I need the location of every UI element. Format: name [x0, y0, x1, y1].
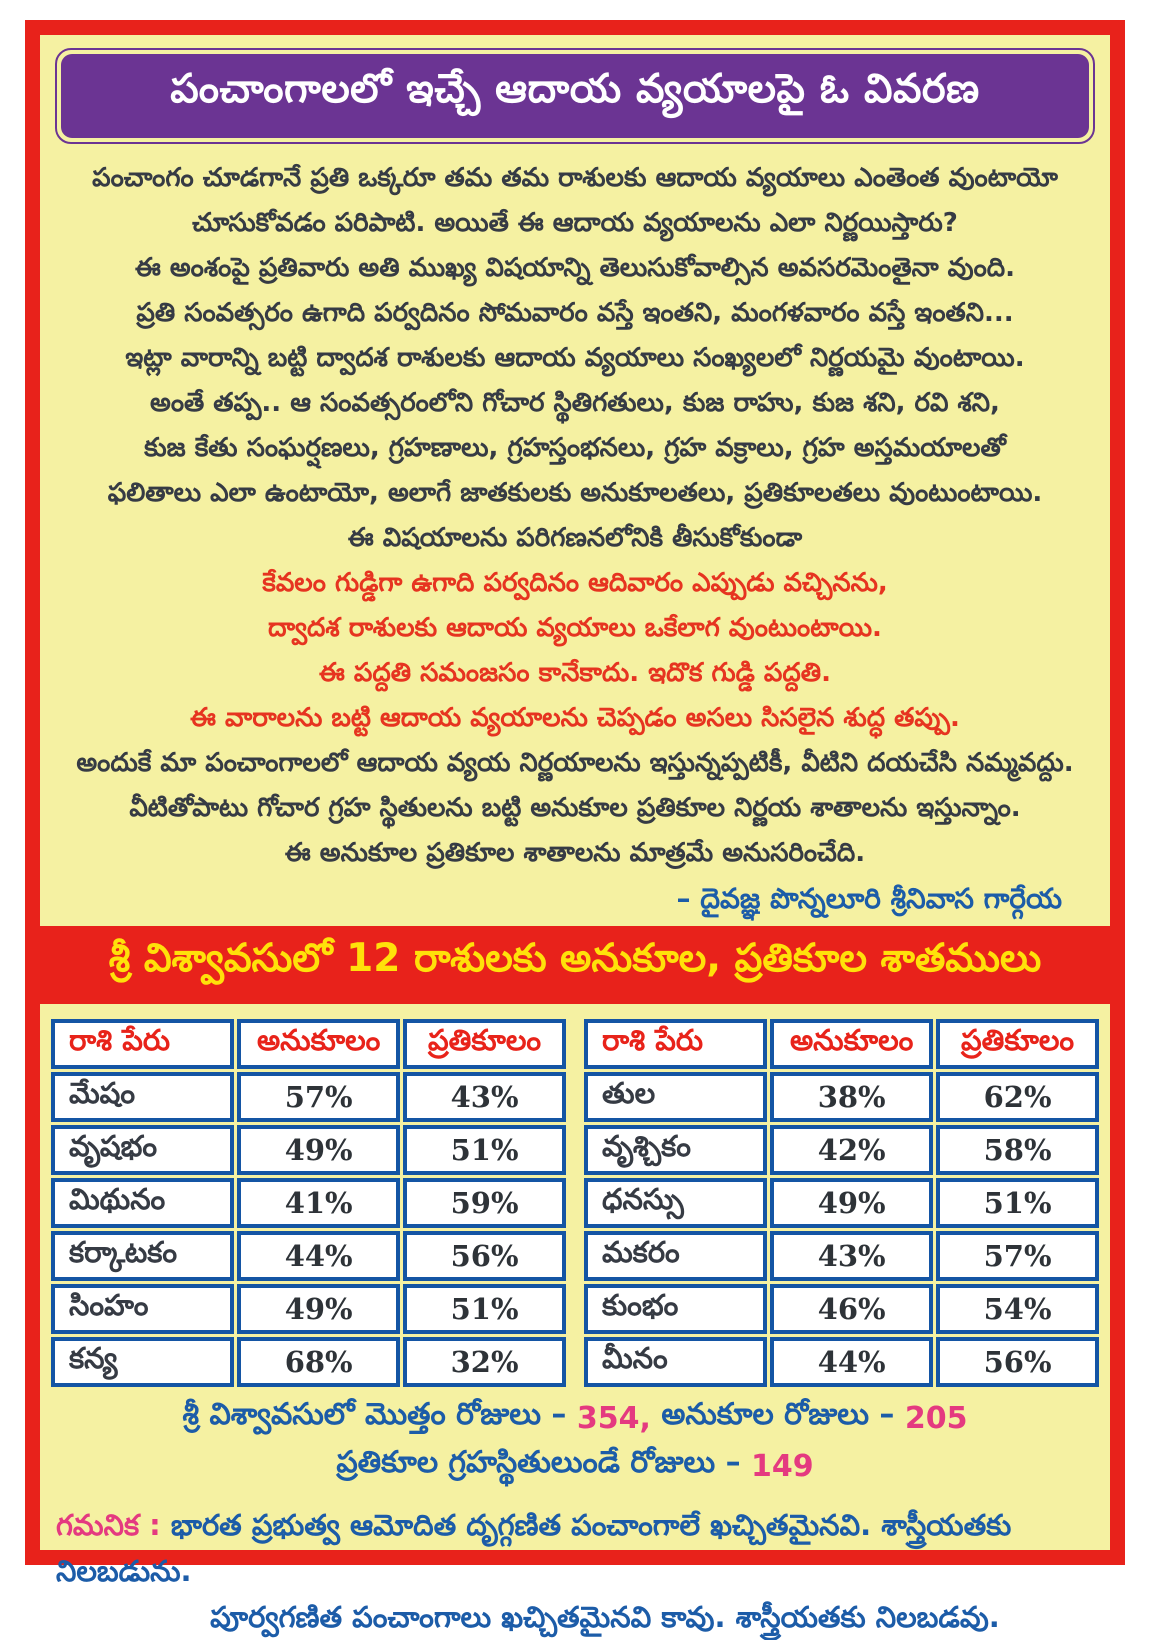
intro-line: ఫలితాలు ఎలా ఉంటాయో, అలాగే జాతకులకు అనుకూలతలు, ప్రతికూలతలు వుంటుంటాయి. [107, 477, 1043, 508]
rashi-name-cell: మకరం [584, 1231, 767, 1281]
summary-line-unfavorable [40, 1442, 1110, 1490]
rashi-name-cell: మీనం [584, 1337, 767, 1387]
intro-paragraph [40, 152, 1110, 926]
footnote [40, 1490, 1110, 1640]
unfavorable-cell: 51% [403, 1284, 566, 1334]
poster-frame [25, 20, 1125, 1634]
table-row [51, 1125, 566, 1175]
intro-line: కుజ కేతు సంఘర్షణలు, గ్రహణాలు, గ్రహస్తంభనలు, గ్రహ వక్రాలు, గ్రహ అస్తమయాలతో [144, 432, 1006, 463]
unfavorable-days-value: 149 [751, 1448, 814, 1484]
intro-line: ఇట్లా వారాన్ని బట్టి ద్వాదశ రాశులకు ఆదాయ వ్యయాలు సంఖ్యలలో నిర్ణయమై వుంటాయి. [125, 342, 1025, 373]
header-unfavorable: ప్రతికూలం [936, 1019, 1099, 1069]
intro-line: ఈ విషయాలను పరిగణనలోనికి తీసుకోకుండా [347, 522, 803, 553]
unfavorable-cell: 51% [936, 1178, 1099, 1228]
unfavorable-cell: 56% [936, 1337, 1099, 1387]
footnote-text-2: పూర్వగణిత పంచాంగాలు ఖచ్చితమైనవి కావు. శాస్త్రీయతకు నిలబడవు. [210, 1600, 1000, 1634]
rashi-name-cell: కుంభం [584, 1284, 767, 1334]
table-row [584, 1125, 1099, 1175]
favorable-cell: 49% [770, 1178, 933, 1228]
footnote-label: గమనిక : [56, 1508, 161, 1542]
intro-line: ఈ అంశంపై ప్రతివారు అతి ముఖ్య విషయాన్ని తెలుసుకోవాల్సిన అవసరమెంతైనా వుంది. [134, 252, 1016, 283]
title-banner [55, 48, 1095, 144]
rashi-name-cell: తుల [584, 1072, 767, 1122]
table-row [584, 1072, 1099, 1122]
rashi-name-cell: ధనస్సు [584, 1178, 767, 1228]
table-row [51, 1284, 566, 1334]
rashi-table-left [48, 1016, 569, 1390]
rashi-name-cell: మిథునం [51, 1178, 234, 1228]
header-favorable: అనుకూలం [237, 1019, 400, 1069]
favorable-cell: 43% [770, 1231, 933, 1281]
favorable-cell: 57% [237, 1072, 400, 1122]
unfavorable-cell: 43% [403, 1072, 566, 1122]
table-header-row [584, 1019, 1099, 1069]
total-days-value: 354, [576, 1400, 651, 1436]
rashi-name-cell: కర్కాటకం [51, 1231, 234, 1281]
rashi-name-cell: సింహం [51, 1284, 234, 1334]
title-banner-fill [61, 54, 1089, 138]
footnote-text-1: భారత ప్రభుత్వ ఆమోదిత దృగ్గణిత పంచాంగాలే ఖచ్చితమైనవి. శాస్త్రీయతకు నిలబడును. [56, 1508, 1012, 1588]
header-rashi-name: రాశి పేరు [584, 1019, 767, 1069]
summary-text: అనుకూల రోజులు – [650, 1397, 905, 1432]
table-header-row [51, 1019, 566, 1069]
summary-line-days [40, 1394, 1110, 1442]
page-title: పంచాంగాలలో ఇచ్చే ఆదాయ వ్యయాలపై ఓ వివరణ [170, 66, 980, 112]
unfavorable-cell: 57% [936, 1231, 1099, 1281]
footnote-line-1 [56, 1502, 1094, 1594]
unfavorable-cell: 59% [403, 1178, 566, 1228]
unfavorable-cell: 58% [936, 1125, 1099, 1175]
table-row [51, 1337, 566, 1387]
table-row [51, 1072, 566, 1122]
section-banner-title: శ్రీ విశ్వావసులో 12 రాశులకు అనుకూల, ప్రతికూల శాతములు [108, 936, 1042, 981]
header-favorable: అనుకూలం [770, 1019, 933, 1069]
favorable-cell: 46% [770, 1284, 933, 1334]
favorable-cell: 68% [237, 1337, 400, 1387]
intro-line: ఈ అనుకూల ప్రతికూల శాతాలను మాత్రమే అనుసరించేది. [284, 837, 866, 868]
summary-text: ప్రతికూల గ్రహస్థితులుండే రోజులు – [336, 1445, 752, 1480]
rashi-table-right [581, 1016, 1102, 1390]
table-row [584, 1284, 1099, 1334]
unfavorable-cell: 51% [403, 1125, 566, 1175]
table-row [584, 1178, 1099, 1228]
favorable-cell: 44% [237, 1231, 400, 1281]
intro-line: చూసుకోవడం పరిపాటి. అయితే ఈ ఆదాయ వ్యయాలను ఎలా నిర్ణయిస్తారు? [192, 207, 958, 238]
header-unfavorable: ప్రతికూలం [403, 1019, 566, 1069]
footnote-line-2 [56, 1594, 1094, 1640]
favorable-cell: 41% [237, 1178, 400, 1228]
header-rashi-name: రాశి పేరు [51, 1019, 234, 1069]
intro-line-warning: ద్వాదశ రాశులకు ఆదాయ వ్యయాలు ఒకేలాగ వుంటుంటాయి. [268, 612, 882, 643]
unfavorable-cell: 32% [403, 1337, 566, 1387]
rashi-name-cell: మేషం [51, 1072, 234, 1122]
table-row [51, 1231, 566, 1281]
unfavorable-cell: 54% [936, 1284, 1099, 1334]
favorable-cell: 49% [237, 1125, 400, 1175]
rashi-name-cell: వృశ్చికం [584, 1125, 767, 1175]
favorable-cell: 44% [770, 1337, 933, 1387]
intro-line: అంతే తప్ప.. ఆ సంవత్సరంలోని గోచార స్థితిగతులు, కుజ రాహు, కుజ శని, రవి శని, [150, 387, 1000, 418]
author-signature: – దైవజ్ఞ పొన్నలూరి శ్రీనివాస గార్గేయ [676, 882, 1062, 915]
summary-text: శ్రీ విశ్వావసులో మొత్తం రోజులు – [182, 1397, 577, 1432]
table-row [584, 1337, 1099, 1387]
rashi-name-cell: కన్య [51, 1337, 234, 1387]
intro-line-warning: కేవలం గుడ్డిగా ఉగాది పర్వదినం ఆదివారం ఎప్పుడు వచ్చినను, [262, 567, 888, 598]
unfavorable-cell: 56% [403, 1231, 566, 1281]
table-row [584, 1231, 1099, 1281]
section-banner [40, 926, 1110, 1004]
unfavorable-cell: 62% [936, 1072, 1099, 1122]
favorable-days-value: 205 [904, 1400, 968, 1436]
intro-line-warning: ఈ వారాలను బట్టి ఆదాయ వ్యయాలను చెప్పడం అసలు సిసలైన శుద్ధ తప్పు. [190, 702, 960, 733]
favorable-cell: 42% [770, 1125, 933, 1175]
rashi-name-cell: వృషభం [51, 1125, 234, 1175]
favorable-cell: 38% [770, 1072, 933, 1122]
rashi-tables [40, 1004, 1110, 1394]
intro-line-warning: ఈ పద్దతి సమంజసం కానేకాదు. ఇదొక గుడ్డి పద్దతి. [319, 657, 831, 688]
intro-line: అందుకే మా పంచాంగాలలో ఆదాయ వ్యయ నిర్ణయాలను ఇస్తున్నప్పటికీ, వీటిని దయచేసి నమ్మవద్దు. [76, 747, 1074, 778]
favorable-cell: 49% [237, 1284, 400, 1334]
intro-line: పంచాంగం చూడగానే ప్రతి ఒక్కరూ తమ తమ రాశులకు ఆదాయ వ్యయాలు ఎంతెంత వుంటాయో [92, 162, 1058, 193]
intro-line: వీటితోపాటు గోచార గ్రహ స్థితులను బట్టి అనుకూల ప్రతికూల నిర్ణయ శాతాలను ఇస్తున్నాం. [129, 792, 1021, 823]
intro-line: ప్రతి సంవత్సరం ఉగాది పర్వదినం సోమవారం వస్తే ఇంతని, మంగళవారం వస్తే ఇంతని... [136, 297, 1014, 328]
table-row [51, 1178, 566, 1228]
